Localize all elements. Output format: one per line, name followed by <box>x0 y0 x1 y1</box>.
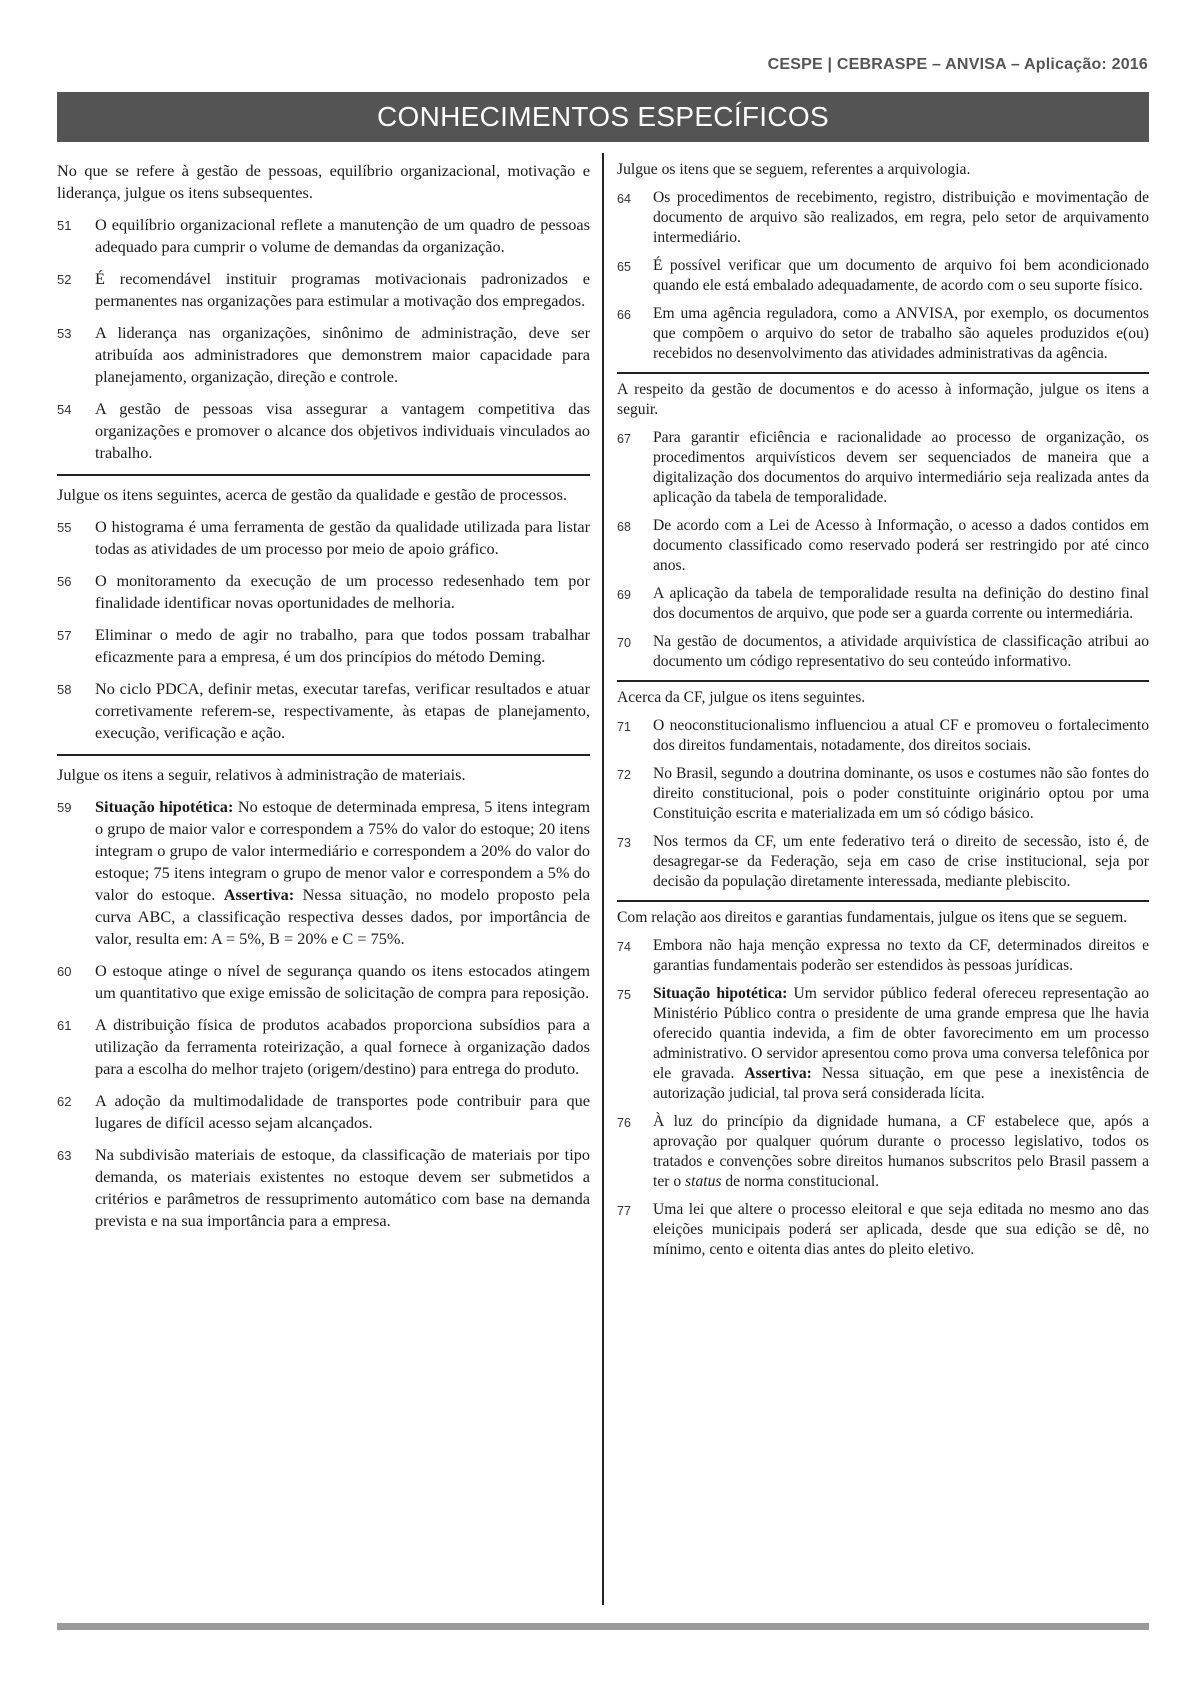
question-item <box>617 304 1149 364</box>
question-text: Para garantir eficiência e racionalidade ao processo de organização, os procedimentos arquivísticos devem ser sequenciados de maneira que a digitalização dos documentos do arquivo intermediário seja realizada antes da aplicação da tabela de temporalidade. <box>653 429 1149 506</box>
question-number: 71 <box>617 720 631 734</box>
question-number: 69 <box>617 588 631 602</box>
question-item <box>57 1014 590 1080</box>
question-text <box>653 984 1149 1104</box>
section-intro: A respeito da gestão de documentos e do acesso à informação, julgue os itens a seguir. <box>617 381 1149 418</box>
question-number: 67 <box>617 432 631 446</box>
question-number: 53 <box>57 326 72 341</box>
section-intro: Com relação aos direitos e garantias fundamentais, julgue os itens que se seguem. <box>617 909 1128 926</box>
question-item <box>617 1112 1149 1192</box>
question-item <box>617 1200 1149 1260</box>
scenario-text: No estoque de determinada empresa, 5 itens integram o grupo de maior valor e correspondem a 75% do valor do estoque; 20 itens integram o grupo de valor intermediário e correspondem a 20% do valor do estoque; 75 itens integram o grupo de menor valor e correspondem a 5% do valor do estoque. <box>95 797 590 904</box>
question-text: O estoque atinge o nível de segurança quando os itens estocados atingem um quantitativo que exige emissão de solicitação de compra para reposição. <box>95 961 590 1002</box>
question-number: 62 <box>57 1094 72 1109</box>
section-banner: CONHECIMENTOS ESPECÍFICOS <box>57 92 1149 142</box>
question-number: 74 <box>617 940 631 954</box>
question-text <box>95 796 590 950</box>
question-item <box>57 1090 590 1134</box>
question-text: De acordo com a Lei de Acesso à Informação, o acesso a dados contidos em documento classificado como reservado poderá ser restringido por até cinco anos. <box>653 517 1149 574</box>
question-item <box>57 516 590 560</box>
question-item <box>57 796 590 950</box>
question-item <box>57 398 590 464</box>
question-text: Na gestão de documentos, a atividade arquivística de classificação atribui ao documento um código representativo do seu conteúdo informativo. <box>653 633 1149 670</box>
question-item <box>57 624 590 668</box>
question-number: 60 <box>57 964 72 979</box>
question-number: 76 <box>617 1116 631 1130</box>
question-text: Uma lei que altere o processo eleitoral e que seja editada no mesmo ano das eleições municipais poderá ser aplicada, desde que sua edição se dê, no mínimo, cento e oitenta dias antes do pleito eletivo. <box>653 1201 1149 1258</box>
question-item <box>617 516 1149 576</box>
question-item <box>617 632 1149 672</box>
question-text: Em uma agência reguladora, como a ANVISA, por exemplo, os documentos que compõem o arquivo do setor de trabalho são aqueles produzidos e(ou) recebidos no desenvolvimento das atividades administrativas da agência. <box>653 305 1149 362</box>
question-item <box>57 1144 590 1232</box>
question-text: É possível verificar que um documento de arquivo foi bem acondicionado quando ele está embalado adequadamente, de acordo com o seu suporte físico. <box>653 257 1149 294</box>
question-item <box>617 428 1149 508</box>
question-item <box>57 960 590 1004</box>
question-text: No Brasil, segundo a doutrina dominante, os usos e costumes não são fontes do direito constitucional, pois o poder constituinte originário optou por uma Constituição escrita e materializada em um só código básico. <box>653 765 1149 822</box>
assertion-text: Nessa situação, no modelo proposto pela curva ABC, a classificação respectiva desses dados, por importância de valor, resulta em: A = 5%, B = 20% e C = 75%. <box>95 885 591 948</box>
question-item <box>57 268 590 312</box>
question-item <box>57 214 590 258</box>
question-text: O neoconstitucionalismo influenciou a atual CF e promoveu o fortalecimento dos direitos fundamentais, notadamente, dos direitos sociais. <box>653 717 1149 754</box>
question-text: Na subdivisão materiais de estoque, da classificação de materiais por tipo demanda, os materiais existentes no estoque devem ser submetidos a critérios e parâmetros de ressuprimento automático com base na demanda prevista e na sua importância para a empresa. <box>95 1145 590 1230</box>
question-item <box>617 188 1149 248</box>
question-number: 75 <box>617 988 631 1002</box>
question-item <box>617 716 1149 756</box>
question-number: 73 <box>617 836 631 850</box>
question-number: 58 <box>57 682 72 697</box>
section-divider <box>617 900 1149 902</box>
question-number: 52 <box>57 272 72 287</box>
question-number: 72 <box>617 768 631 782</box>
question-item <box>617 584 1149 624</box>
question-item <box>617 764 1149 824</box>
section-divider <box>617 372 1149 374</box>
section-intro: Julgue os itens seguintes, acerca de gestão da qualidade e gestão de processos. <box>57 485 567 504</box>
question-text: A liderança nas organizações, sinônimo de administração, deve ser atribuída aos administradores que demonstrem maior capacidade para planejamento, organização, direção e controle. <box>95 323 590 386</box>
assertion-label: Assertiva: <box>223 885 295 904</box>
question-text: Nos termos da CF, um ente federativo terá o direito de secessão, isto é, de desagregar-se da Federação, seja em caso de crise institucional, seja por decisão da população diretamente interessada, mediante plebiscito. <box>653 833 1149 890</box>
footer-bar <box>57 1623 1149 1630</box>
question-number: 70 <box>617 636 631 650</box>
section-intro: No que se refere à gestão de pessoas, equilíbrio organizacional, motivação e liderança, julgue os itens subsequentes. <box>57 161 590 202</box>
assertion-label: Assertiva: <box>744 1065 812 1082</box>
question-number: 77 <box>617 1204 631 1218</box>
question-text-part: À luz do princípio da dignidade humana, a CF estabelece que, após a aprovação por qualquer quórum durante o processo legislativo, todos os tratados e convenções sobre direitos humanos subscritos pelo Brasil passem a ter o <box>653 1113 1149 1190</box>
question-text: A adoção da multimodalidade de transportes pode contribuir para que lugares de difícil acesso sejam alcançados. <box>95 1091 590 1132</box>
question-number: 56 <box>57 574 72 589</box>
question-number: 66 <box>617 308 631 322</box>
section-divider <box>617 680 1149 682</box>
question-text: A gestão de pessoas visa assegurar a vantagem competitiva das organizações e promover o alcance dos objetivos individuais vinculados ao trabalho. <box>95 399 590 462</box>
section-intro: Acerca da CF, julgue os itens seguintes. <box>617 689 866 706</box>
question-text: Os procedimentos de recebimento, registro, distribuição e movimentação de documento de arquivo são realizados, em regra, pelo setor de arquivamento intermediário. <box>653 189 1149 246</box>
left-column <box>57 160 590 1242</box>
question-text: É recomendável instituir programas motivacionais padronizados e permanentes nas organizações para estimular a motivação dos empregados. <box>95 269 590 310</box>
question-text: A distribuição física de produtos acabados proporciona subsídios para a utilização da ferramenta roteirização, a qual fornece à organização dados para a escolha do melhor trajeto (origem/destino) para entrega do produto. <box>95 1015 590 1078</box>
question-text: O monitoramento da execução de um processo redesenhado tem por finalidade identificar novas oportunidades de melhoria. <box>95 571 590 612</box>
question-number: 55 <box>57 520 72 535</box>
emphasis-text: status <box>685 1173 722 1190</box>
question-item <box>617 984 1149 1104</box>
question-number: 57 <box>57 628 72 643</box>
question-item <box>617 256 1149 296</box>
question-number: 59 <box>57 800 72 815</box>
section-divider <box>57 474 590 476</box>
question-number: 64 <box>617 192 631 206</box>
question-number: 68 <box>617 520 631 534</box>
column-divider <box>602 153 604 1605</box>
question-number: 54 <box>57 402 72 417</box>
question-number: 63 <box>57 1148 72 1163</box>
section-intro: Julgue os itens que se seguem, referentes a arquivologia. <box>617 161 971 178</box>
right-column <box>617 160 1149 1268</box>
question-text: O histograma é uma ferramenta de gestão da qualidade utilizada para listar todas as atividades de um processo por meio de apoio gráfico. <box>95 517 590 558</box>
question-text: O equilíbrio organizacional reflete a manutenção de um quadro de pessoas adequado para cumprir o volume de demandas da organização. <box>95 215 590 256</box>
question-number: 65 <box>617 260 631 274</box>
page-header: CESPE | CEBRASPE – ANVISA – Aplicação: 2016 <box>767 56 1148 73</box>
question-item <box>57 678 590 744</box>
question-text: A aplicação da tabela de temporalidade resulta na definição do destino final dos documentos de arquivo, que pode ser a guarda corrente ou intermediária. <box>653 585 1149 622</box>
hypothetical-label: Situação hipotética: <box>95 797 234 816</box>
question-item <box>57 322 590 388</box>
question-text: Eliminar o medo de agir no trabalho, para que todos possam trabalhar eficazmente para a empresa, é um dos princípios do método Deming. <box>95 625 590 666</box>
question-number: 61 <box>57 1018 72 1033</box>
question-text-part: de norma constitucional. <box>721 1173 880 1190</box>
question-item <box>57 570 590 614</box>
scenario-text: Um servidor público federal ofereceu representação ao Ministério Público contra o presidente de uma grande empresa que lhe havia oferecido quantia indevida, a fim de obter favorecimento em um processo administrativo. O servidor apresentou como prova uma conversa telefônica por ele gravada. <box>653 985 1149 1082</box>
question-text <box>653 1112 1149 1192</box>
question-text: No ciclo PDCA, definir metas, executar tarefas, verificar resultados e atuar corretivamente referem-se, respectivamente, às etapas de planejamento, execução, verificação e ação. <box>95 679 590 742</box>
question-item <box>617 832 1149 892</box>
section-intro: Julgue os itens a seguir, relativos à administração de materiais. <box>57 765 466 784</box>
section-divider <box>57 754 590 756</box>
question-item <box>617 936 1149 976</box>
question-number: 51 <box>57 218 72 233</box>
hypothetical-label: Situação hipotética: <box>653 985 788 1002</box>
question-text: Embora não haja menção expressa no texto da CF, determinados direitos e garantias fundamentais poderão ser estendidos às pessoas jurídicas. <box>653 937 1149 974</box>
assertion-text: Nessa situação, em que pese a inexistência de autorização judicial, tal prova será considerada lícita. <box>653 1065 1150 1102</box>
